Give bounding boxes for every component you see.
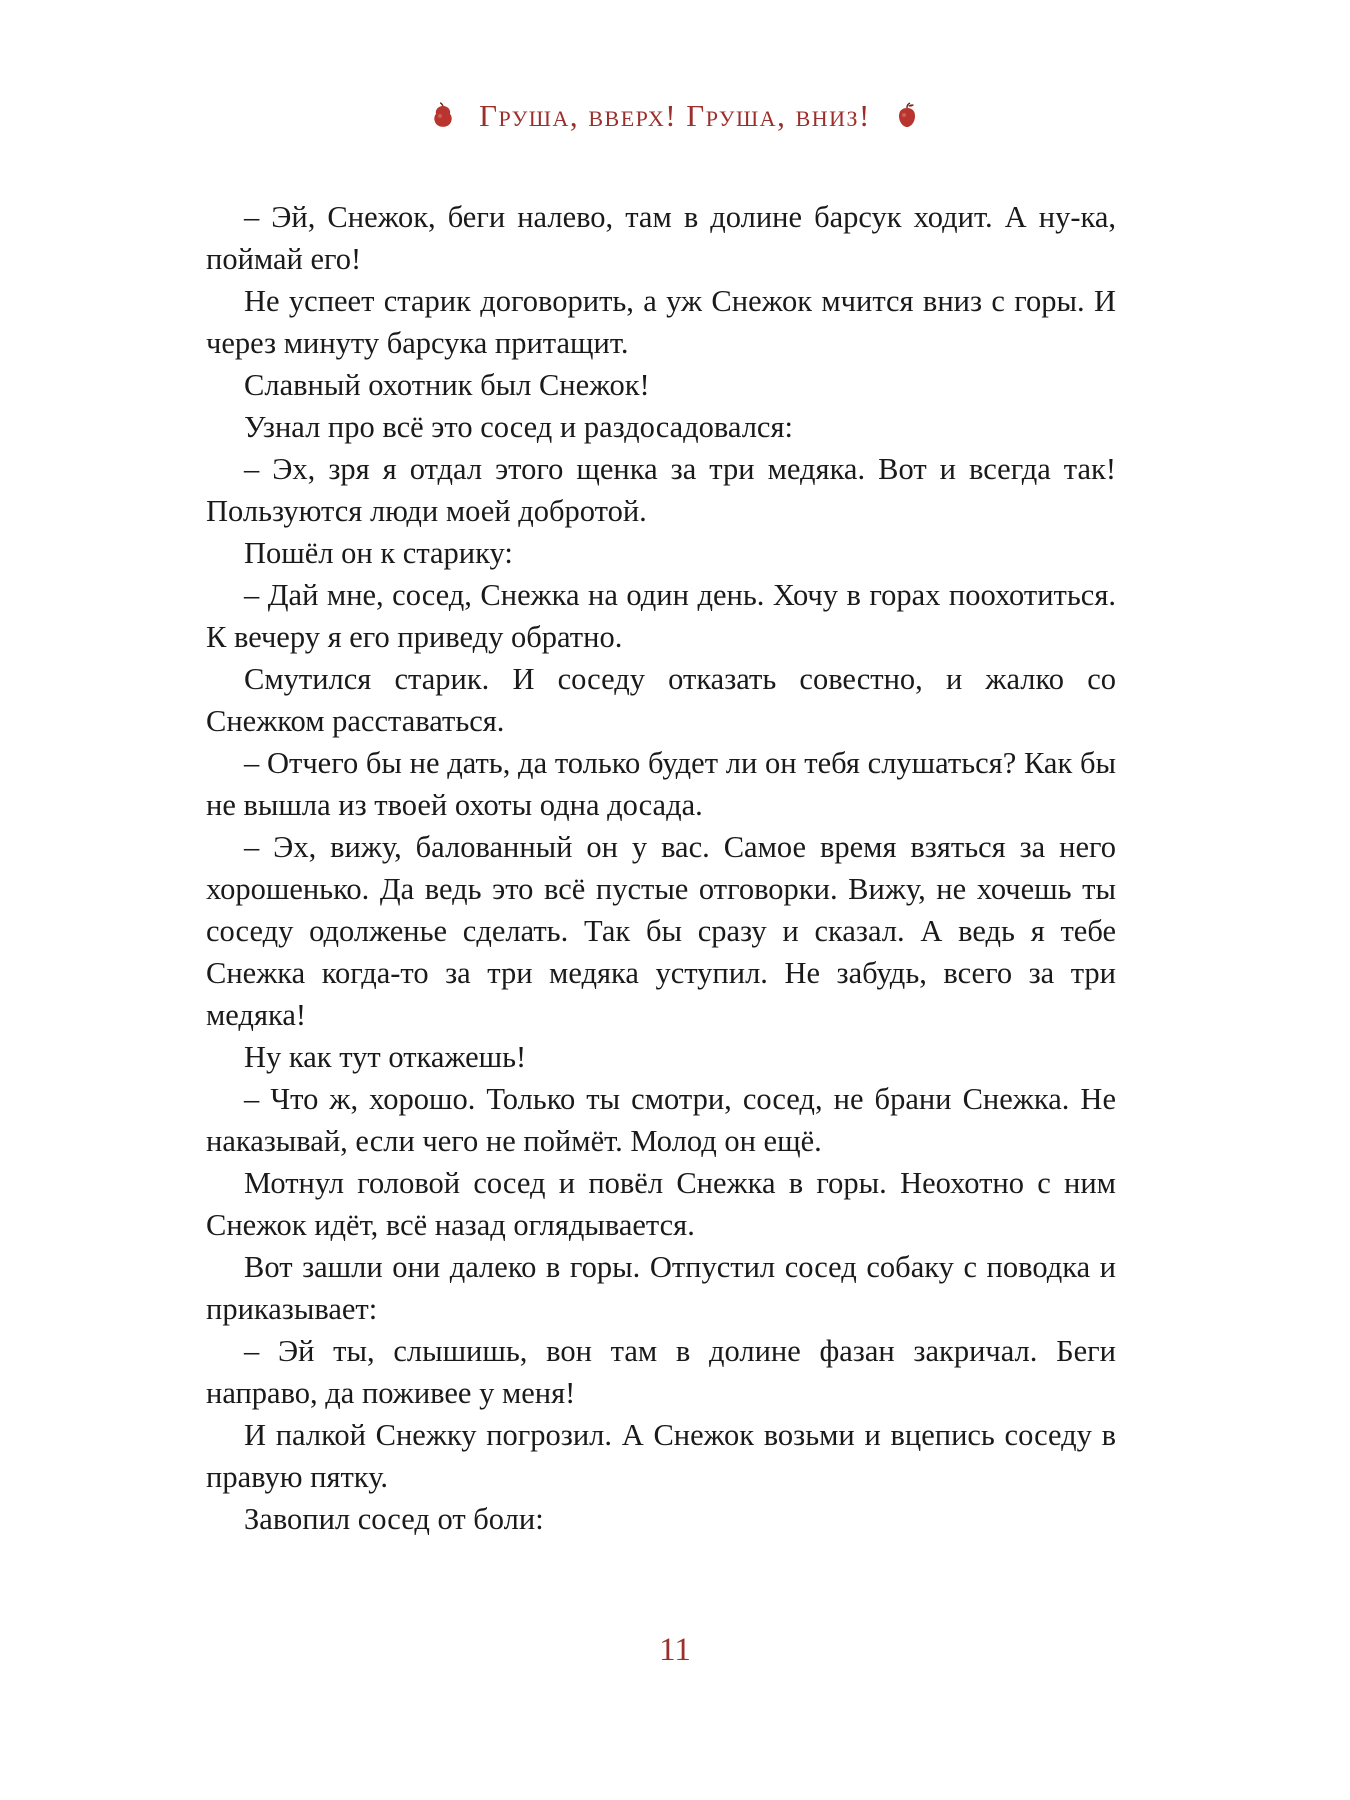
paragraph: – Эх, зря я отдал этого щенка за три медяка. Вот и всегда так! Пользуются люди моей добротой.	[206, 452, 1116, 528]
paragraph: – Эй ты, слышишь, вон там в долине фазан закричал. Беги направо, да поживее у меня!	[206, 1334, 1116, 1410]
paragraph: – Что ж, хорошо. Только ты смотри, сосед, не брани Снежка. Не наказывай, если чего не поймёт. Молод он ещё.	[206, 1082, 1116, 1158]
paragraph: Завопил сосед от боли:	[244, 1502, 544, 1536]
paragraph: Ну как тут откажешь!	[244, 1040, 527, 1074]
running-header	[0, 98, 1350, 134]
paragraph: – Дай мне, сосед, Снежка на один день. Хочу в горах поохотиться. К вечеру я его приведу обратно.	[206, 578, 1116, 654]
body-text	[206, 196, 1116, 1540]
paragraph: Славный охотник был Снежок!	[244, 368, 650, 402]
pear-icon	[893, 102, 921, 130]
paragraph: Смутился старик. И соседу отказать совестно, и жалко со Снежком расставаться.	[206, 662, 1116, 738]
paragraph: – Эх, вижу, балованный он у вас. Самое время взяться за него хорошенько. Да ведь это всё пустые отговорки. Вижу, не хочешь ты соседу одолженье сделать. Так бы сразу и сказал. А ведь я тебе Снежка когда-то за три медяка уступил. Не забудь, всего за три медяка!	[206, 830, 1116, 1032]
paragraph: – Эй, Снежок, беги налево, там в долине барсук ходит. А ну-ка, поймай его!	[206, 200, 1116, 276]
pear-icon	[429, 102, 457, 130]
paragraph: Пошёл он к старику:	[244, 536, 513, 570]
paragraph: Вот зашли они далеко в горы. Отпустил сосед собаку с поводка и приказывает:	[206, 1250, 1116, 1326]
paragraph: – Отчего бы не дать, да только будет ли он тебя слушаться? Как бы не вышла из твоей охоты одна досада.	[206, 746, 1116, 822]
page-number: 11	[659, 1632, 691, 1668]
paragraph: И палкой Снежку погрозил. А Снежок возьми и вцепись соседу в правую пятку.	[206, 1418, 1116, 1494]
paragraph: Узнал про всё это сосед и раздосадовался:	[244, 410, 793, 444]
paragraph: Не успеет старик договорить, а уж Снежок мчится вниз с горы. И через минуту барсука притащит.	[206, 284, 1116, 360]
header-title: Груша, вверх! Груша, вниз!	[479, 98, 871, 133]
paragraph: Мотнул головой сосед и повёл Снежка в горы. Неохотно с ним Снежок идёт, всё назад оглядывается.	[206, 1166, 1116, 1242]
